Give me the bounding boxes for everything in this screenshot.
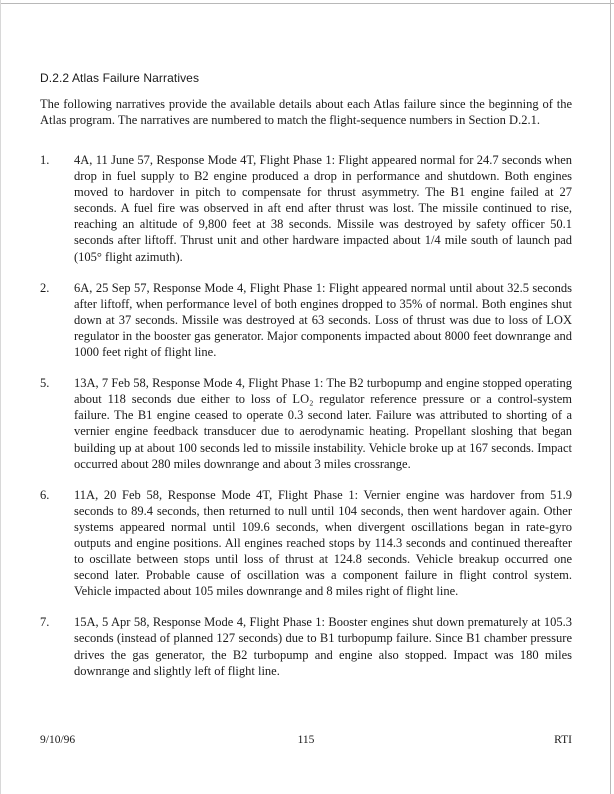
narrative-item — [40, 614, 572, 678]
narrative-item — [40, 487, 572, 600]
page-edge-right — [610, 0, 611, 794]
narrative-item — [40, 280, 572, 360]
page-edge-top — [0, 3, 614, 4]
narrative-number: 7. — [40, 615, 50, 630]
section-heading: D.2.2 Atlas Failure Narratives — [40, 71, 200, 85]
intro-paragraph: The following narratives provide the available details about each Atlas failure since the beginning of the Atlas program. The narratives are numbered to match the flight-sequence numbers in Section D.2.1. — [40, 97, 572, 127]
footer-date: 9/10/96 — [40, 734, 76, 746]
narrative-number: 1. — [40, 153, 50, 167]
narrative-number: 2. — [40, 280, 50, 295]
narrative-number: 6. — [40, 487, 50, 502]
narrative-text: 4A, 11 June 57, Response Mode 4T, Flight Phase 1: Flight appeared normal for 24.7 seconds when drop in fuel supply to B2 engine produced a drop in performance and shutdown. Both engines moved to hardover in pitch to compensate for thrust asymmetry. The B1 engine failed at 27 seconds. A fuel fire was observed in aft end after thrust was lost. The missile continued to rise, reaching an altitude of 9,800 feet at 38 seconds. Missile was destroyed by safety officer 50.1 seconds after liftoff. Thrust unit and other hardware impacted about 1/4 mile south of launch pad (105° flight azimuth). — [74, 153, 572, 264]
page-edge-left — [0, 0, 1, 794]
narrative-text: 6A, 25 Sep 57, Response Mode 4, Flight Phase 1: Flight appeared normal until about 32.5 seconds after liftoff, when performance level of both engines dropped to 35% of normal. Both engines shut down at 37 seconds. Missile was destroyed at 63 seconds. Loss of thrust was due to loss of LOX regulator in the booster gas generator. Major components impacted about 8000 feet downrange and 1000 feet right of flight line. — [74, 280, 572, 360]
narrative-item — [40, 375, 572, 472]
narrative-text: 11A, 20 Feb 58, Response Mode 4T, Flight Phase 1: Vernier engine was hardover from 51.9 seconds to 89.4 seconds, then returned to null until 104 seconds, then went hardover again. Other systems appeared normal until 109.6 seconds, when divergent oscillations began in rate-gyro outputs and engine positions. All engines reached stops by 114.3 seconds and continued thereafter to oscillate between stops until loss of thrust at 124.8 seconds. Vehicle breakup occurred one second later. Probable cause of oscillation was a component failure in flight control system. Vehicle impacted about 105 miles downrange and 8 miles right of flight line. — [74, 487, 572, 599]
narrative-text: 15A, 5 Apr 58, Response Mode 4, Flight Phase 1: Booster engines shut down prematurely at 105.3 seconds (instead of planned 127 seconds) due to B1 turbopump failure. Since B1 chamber pressure drives the gas generator, the B2 turbopump and engine also stopped. Impact was 180 miles downrange and slightly left of flight line. — [74, 615, 572, 678]
narrative-list — [40, 152, 572, 694]
narrative-text: 13A, 7 Feb 58, Response Mode 4, Flight Phase 1: The B2 turbopump and engine stopped operating about 118 seconds due either to loss of LO₂ regulator reference pressure or a control-system failure. The B1 engine ceased to operate 0.3 second later. Failure was attributed to shorting of a vernier engine feedback transducer due to aerodynamic heating. Propellant sloshing that began building up at about 100 seconds led to missile instability. Vehicle broke up at 167 seconds. Impact occurred about 280 miles downrange and about 3 miles crossrange. — [74, 376, 572, 471]
page-footer — [40, 734, 572, 748]
page-number: 115 — [297, 734, 315, 746]
narrative-item — [40, 152, 572, 265]
narrative-number: 5. — [40, 376, 50, 391]
footer-organization: RTI — [554, 734, 572, 746]
